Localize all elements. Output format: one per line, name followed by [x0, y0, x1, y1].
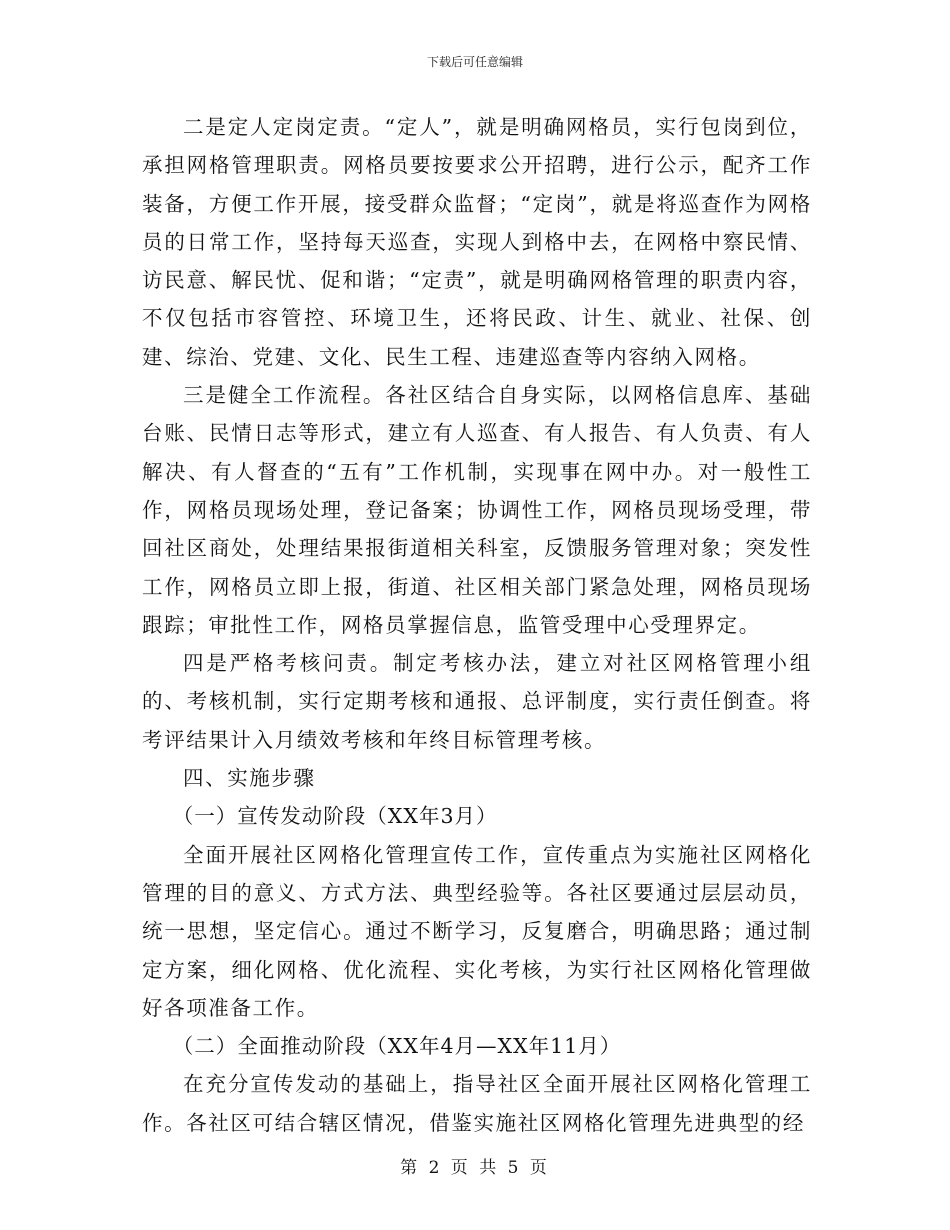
document-body [142, 108, 812, 1142]
paragraph-define-posts: 二是定人定岗定责。“定人”，就是明确网格员，实行包岗到位，承担网格管理职责。网格员要按要求公开招聘，进行公示，配齐工作装备，方便工作开展，接受群众监督；“定岗”，就是将巡查作为网格员的日常工作，坚持每天巡查，实现人到格中去，在网格中察民情、访民意、解民忧、促和谐；“定责”，就是明确网格管理的职责内容，不仅包括市容管控、环境卫生，还将民政、计生、就业、社保、创建、综治、党建、文化、民生工程、违建巡查等内容纳入网格。 [142, 115, 812, 369]
section-heading-implementation: 四、实施步骤 [183, 766, 316, 791]
paragraph-workflow: 三是健全工作流程。各社区结合自身实际，以网格信息库、基础台账、民情日志等形式，建立有人巡查、有人报告、有人负责、有人解决、有人督查的“五有”工作机制，实现事在网中办。对一般性工作，网格员现场处理，登记备案；协调性工作，网格员现场受理，带回社区商处，处理结果报街道相关科室，反馈服务管理对象；突发性工作，网格员立即上报，街道、社区相关部门紧急处理，网格员现场跟踪；审批性工作，网格员掌握信息，监管受理中心受理界定。 [142, 383, 812, 637]
stage-heading-promotion: （二）全面推动阶段（XX年4月—XX年11月） [172, 1034, 622, 1059]
paragraph-promotion: 在充分宣传发动的基础上，指导社区全面开展社区网格化管理工作。各社区可结合辖区情况，借鉴实施社区网格化管理先进典型的经 [142, 1072, 812, 1135]
paragraph-publicity: 全面开展社区网格化管理宣传工作，宣传重点为实施社区网格化管理的目的意义、方式方法、典型经验等。各社区要通过层层动员，统一思想，坚定信心。通过不断学习，反复磨合，明确思路；通过制定方案，细化网格、优化流程、实化考核，为实行社区网格化管理做好各项准备工作。 [142, 842, 812, 1020]
paragraph-assessment: 四是严格考核问责。制定考核办法，建立对社区网格管理小组的、考核机制，实行定期考核和通报、总评制度，实行责任倒查。将考评结果计入月绩效考核和年终目标管理考核。 [142, 651, 812, 752]
stage-heading-publicity: （一）宣传发动阶段（XX年3月） [172, 804, 498, 829]
page-number: 第 2 页 共 5 页 [400, 1158, 550, 1178]
header-note: 下载后可任意编辑 [426, 55, 523, 69]
